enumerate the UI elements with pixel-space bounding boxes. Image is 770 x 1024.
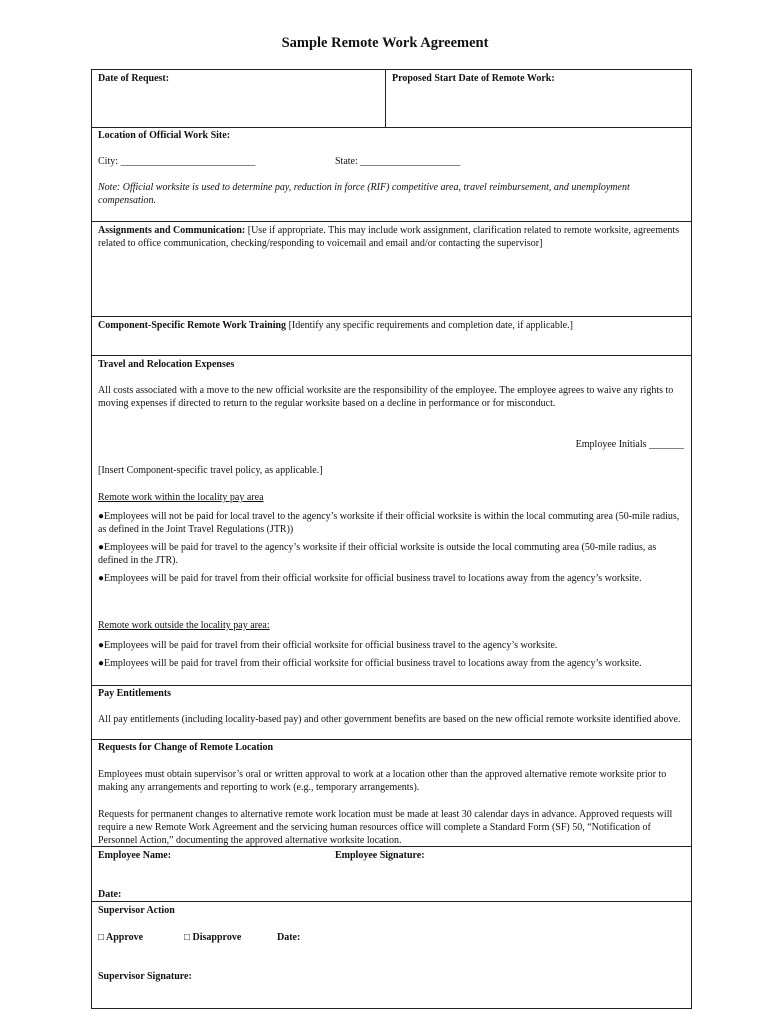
request-dates-section xyxy=(92,70,691,128)
pay-section xyxy=(92,686,691,740)
outside-bullet-2 xyxy=(98,657,686,670)
assignments-text: [Use if appropriate. This may include work assignment, clarification related to remote worksite, agreements related to office communication, checking/responding to voicemail and email and/or contacting the supervisor] xyxy=(98,225,680,249)
within-locality-heading: Remote work within the locality pay area xyxy=(98,492,264,503)
training-text: [Identify any specific requirements and completion date, if applicable.] xyxy=(286,320,573,331)
outside-bullet-text: Employees will be paid for travel from their official worksite for official business travel to locations away from the agency’s worksite. xyxy=(104,658,642,669)
pay-heading: Pay Entitlements xyxy=(98,688,172,699)
location-note: Note: Official worksite is used to determine pay, reduction in force (RIF) competitive area, travel reimbursement, and unemployment compensation. xyxy=(98,182,630,206)
travel-heading: Travel and Relocation Expenses xyxy=(98,359,235,370)
within-bullet-1 xyxy=(98,510,686,536)
within-bullet-text: Employees will not be paid for local travel to the agency’s worksite if their official worksite is within the local commuting area (50-mile radius, as defined in the Joint Travel Regulations (JTR)) xyxy=(98,511,680,535)
assignments-section xyxy=(92,222,691,317)
within-bullet-3 xyxy=(98,572,686,585)
supervisor-signature-field[interactable]: Supervisor Signature: xyxy=(98,971,192,982)
within-bullet-2 xyxy=(98,541,686,567)
employee-initials-field[interactable]: Employee Initials _______ xyxy=(575,439,684,450)
change-request-paragraph-2: Requests for permanent changes to alternative remote work location must be made at least 30 calendar days in advance. Approved requests will require a new Remote Work Agreement and the servicing human resources office will complete a Standard Form (SF) 50, “Notification of Personnel Action,” documenting the approved alternative worksite location. xyxy=(98,809,673,846)
employee-date-field[interactable]: Date: xyxy=(98,889,122,900)
supervisor-date-field[interactable]: Date: xyxy=(277,932,301,943)
assignments-heading: Assignments and Communication: xyxy=(98,225,246,236)
training-section xyxy=(92,317,691,356)
bullet-icon: ● xyxy=(98,542,105,553)
disapprove-checkbox[interactable]: □ Disapprove xyxy=(184,932,242,943)
bullet-icon: ● xyxy=(98,511,105,522)
request-dates-divider xyxy=(385,70,386,128)
supervisor-action-section xyxy=(92,902,691,1008)
change-request-paragraph-1: Employees must obtain supervisor’s oral or written approval to work at a location other than the approved alternative remote worksite prior to making any arrangements and reporting to work (e.g., temporary arrangements). xyxy=(98,769,667,793)
within-bullet-text: Employees will be paid for travel to the agency’s worksite if their official worksite is outside the local commuting area (50-mile radius, as defined in the JTR). xyxy=(98,542,657,566)
travel-section xyxy=(92,356,691,686)
state-field[interactable]: State: ____________________ xyxy=(335,156,461,167)
proposed-start-date-label: Proposed Start Date of Remote Work: xyxy=(392,73,555,84)
employee-signature-section xyxy=(92,847,691,902)
outside-bullet-text: Employees will be paid for travel from their official worksite for official business travel to the agency’s worksite. xyxy=(104,640,558,651)
outside-bullet-1 xyxy=(98,639,686,652)
supervisor-action-heading: Supervisor Action xyxy=(98,905,175,916)
travel-policy-insert: [Insert Component-specific travel policy, as applicable.] xyxy=(98,465,323,476)
change-request-section xyxy=(92,740,691,847)
change-request-heading: Requests for Change of Remote Location xyxy=(98,742,274,753)
location-section xyxy=(92,128,691,222)
bullet-icon: ● xyxy=(98,640,105,651)
location-heading: Location of Official Work Site: xyxy=(98,130,231,141)
employee-signature-field[interactable]: Employee Signature: xyxy=(335,850,425,861)
agreement-form xyxy=(91,69,692,1009)
approve-checkbox[interactable]: □ Approve xyxy=(98,932,144,943)
employee-name-field[interactable]: Employee Name: xyxy=(98,850,172,861)
within-bullet-text: Employees will be paid for travel from their official worksite for official business travel to locations away from the agency’s worksite. xyxy=(104,573,642,584)
date-of-request-label: Date of Request: xyxy=(98,73,170,84)
bullet-icon: ● xyxy=(98,658,105,669)
training-heading: Component-Specific Remote Work Training xyxy=(98,320,287,331)
bullet-icon: ● xyxy=(98,573,105,584)
travel-paragraph: All costs associated with a move to the new official worksite are the responsibility of the employee. The employee agrees to waive any rights to moving expenses if directed to return to the regular worksite based on a decline in performance or for misconduct. xyxy=(98,385,674,409)
outside-locality-heading: Remote work outside the locality pay area: xyxy=(98,620,270,631)
city-field[interactable]: City: ___________________________ xyxy=(98,156,256,167)
document-title: Sample Remote Work Agreement xyxy=(281,35,489,51)
pay-text: All pay entitlements (including locality-based pay) and other government benefits are based on the new official remote worksite identified above. xyxy=(98,714,681,725)
